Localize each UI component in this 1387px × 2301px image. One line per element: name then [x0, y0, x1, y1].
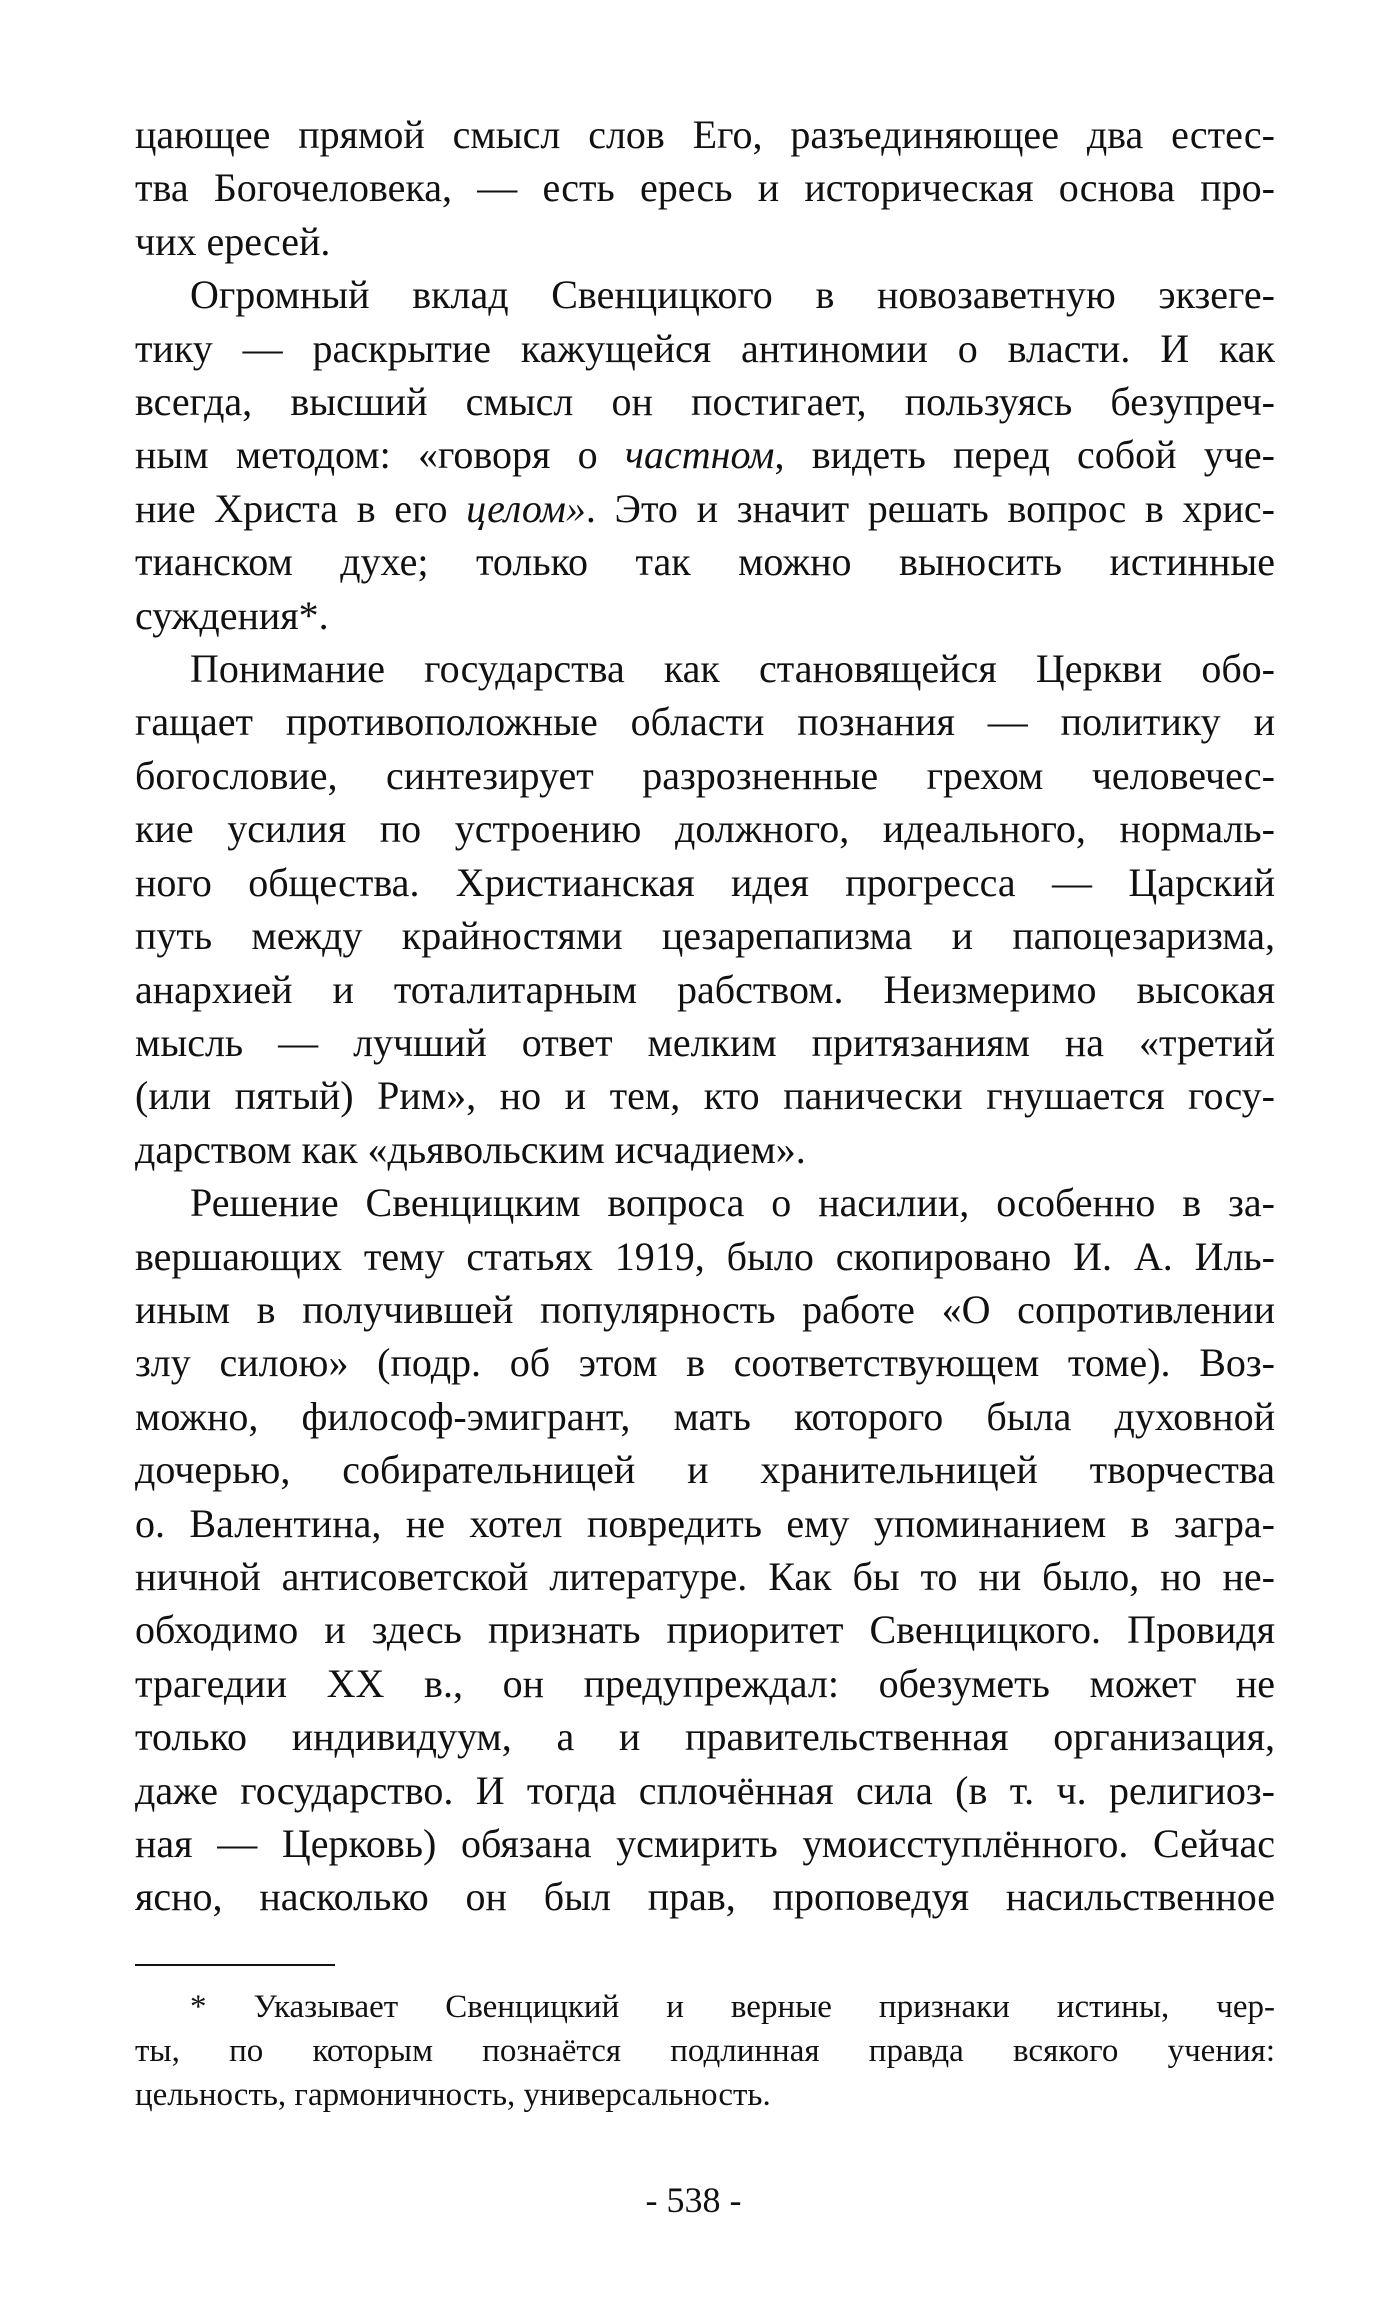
- text-line: Огромный вклад Свенцицкого в новозаветную экзеге-: [190, 272, 1275, 318]
- paragraph-2: [135, 268, 1275, 642]
- paragraph-4: [135, 1176, 1275, 1924]
- text-line: тианском духе; только так можно выносить истинные: [135, 539, 1275, 585]
- text-line: вершающих тему статьях 1919, было скопировано И. А. Иль-: [135, 1233, 1275, 1279]
- main-text: [135, 108, 1275, 1924]
- text-line: трагедии XX в., он предупреждал: обезуметь может не: [135, 1660, 1275, 1706]
- text-line: ние Христа в его целом». Это и значит решать вопрос в хрис-: [135, 485, 1275, 531]
- text-line: о. Валентина, не хотел повредить ему упоминанием в загра-: [135, 1500, 1275, 1546]
- text-line: путь между крайностями цезарепапизма и папоцезаризма,: [135, 913, 1275, 959]
- text-line: даже государство. И тогда сплочённая сила (в т. ч. религиоз-: [135, 1767, 1275, 1813]
- text-line: кие усилия по устроению должного, идеального, нормаль-: [135, 806, 1275, 852]
- text-line: тва Богочеловека, — есть ересь и историческая основа про-: [135, 165, 1275, 211]
- text-line: гащает противоположные области познания — политику и: [135, 699, 1275, 745]
- text-line: ясно, насколько он был прав, проповедуя насильственное: [135, 1874, 1275, 1920]
- text-line: только индивидуум, а и правительственная организация,: [135, 1714, 1275, 1760]
- page-number: - 538 -: [645, 2180, 742, 2220]
- text-line: цающее прямой смысл слов Его, разъединяющее два естес-: [135, 112, 1275, 157]
- text-line: чих ересей.: [135, 218, 331, 264]
- text-line: ного общества. Христианская идея прогресса — Царский: [135, 859, 1275, 905]
- text-line: богословие, синтезирует разрозненные грехом человечес-: [135, 752, 1275, 798]
- footnote-line: цельность, гармоничность, универсальность.: [135, 2077, 771, 2113]
- footnote-separator: [135, 1964, 335, 1966]
- paragraph-1: [135, 108, 1275, 268]
- footnote-reference: суждения*.: [135, 592, 329, 638]
- text-line: злу силою» (подр. об этом в соответствующем томе). Воз-: [135, 1340, 1275, 1386]
- text-line: ничной антисоветской литературе. Как бы то ни было, но не-: [135, 1553, 1275, 1599]
- text-line: тику — раскрытие кажущейся антиномии о власти. И как: [135, 325, 1275, 371]
- text-line: дарством как «дьявольским исчадием».: [135, 1126, 806, 1172]
- text-line: мысль — лучший ответ мелким притязаниям на «третий: [135, 1019, 1275, 1065]
- text-line: Понимание государства как становящейся Церкви обо-: [190, 646, 1275, 692]
- footnote: [135, 1985, 1275, 2117]
- text-line: можно, философ-эмигрант, мать которого была духовной: [135, 1393, 1275, 1439]
- text-line: всегда, высший смысл он постигает, пользуясь безупреч-: [135, 379, 1275, 425]
- footnote-line: ты, по которым познаётся подлинная правда всякого учения:: [135, 2033, 1275, 2069]
- text-line: ная — Церковь) обязана усмирить умоисступлённого. Сейчас: [135, 1821, 1275, 1866]
- text-line: иным в получившей популярность работе «О сопротивлении: [135, 1286, 1275, 1332]
- paragraph-3: [135, 642, 1275, 1176]
- text-line: анархией и тоталитарным рабством. Неизмеримо высокая: [135, 966, 1275, 1012]
- text-line: дочерью, собирательницей и хранительницей творчества: [135, 1447, 1275, 1493]
- text-line: Решение Свенцицким вопроса о насилии, особенно в за-: [190, 1180, 1275, 1226]
- text-line: ным методом: «говоря о частном, видеть перед собой уче-: [135, 432, 1275, 478]
- text-line: обходимо и здесь признать приоритет Свенцицкого. Провидя: [135, 1607, 1275, 1653]
- footnote-line: * Указывает Свенцицкий и верные признаки истины, чер-: [190, 1989, 1275, 2025]
- text-line: (или пятый) Рим», но и тем, кто панически гнушается госу-: [135, 1073, 1275, 1119]
